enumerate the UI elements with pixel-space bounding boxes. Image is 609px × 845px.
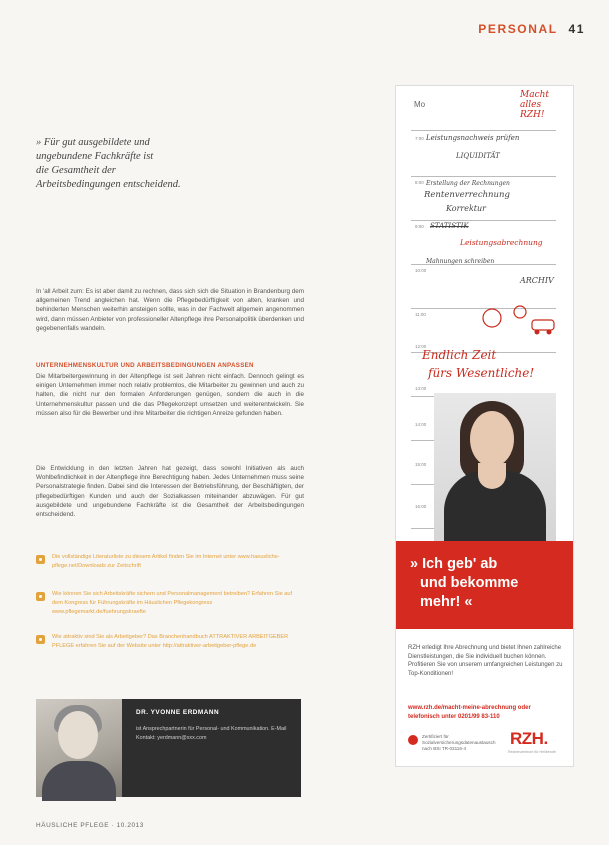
ad-copy: RZH erledigt Ihre Abrechnung und bietet Ihnen zahlreiche Dienstleistungen, die Sie individuell buchen können. Profitieren Sie von unserem umfangreichen Leistungen zu Top-Konditionen!: [408, 645, 563, 677]
pull-quote-line: » Für gut ausgebildete und: [36, 137, 150, 148]
pull-quote-line: die Gesamtheit der: [36, 165, 116, 176]
page-header: [478, 22, 585, 36]
handwritten-slogan: Endlich Zeit: [422, 348, 497, 362]
info-box-text: Die vollständige Literaturliste zu diesem Artikel finden Sie im Internet unter www.haeusliche-pflege.net/Downloads zur Zeitschrift: [52, 554, 280, 569]
time-label: 9:00: [415, 224, 424, 229]
time-label: 15:00: [415, 462, 427, 467]
handwritten-task: Erstellung der Rechnungen: [426, 180, 510, 187]
handwritten-task: LIQUIDITÄT: [456, 152, 500, 160]
info-icon: [36, 592, 45, 601]
ad-banner: [396, 541, 573, 629]
handwritten-task: ARCHIV: [520, 276, 554, 285]
section-label: PERSONAL: [478, 22, 558, 36]
info-icon: [36, 555, 45, 564]
author-role: ist Ansprechpartnerin für Personal- und Kommunikation. E-Mail Kontakt: yerdmann@xxx.com: [136, 726, 287, 741]
rzh-logo-subtitle: Rechenzentrum für Heilberufe: [508, 750, 556, 754]
section-heading: UNTERNEHMENSKULTUR UND ARBEITSBEDINGUNGEN ANPASSEN: [36, 362, 254, 369]
author-name: DR. YVONNE ERDMANN: [136, 709, 220, 716]
calendar-line: [411, 130, 556, 131]
banner-line: mehr! «: [420, 594, 473, 610]
info-box: [36, 553, 304, 571]
time-label: 16:00: [415, 504, 427, 509]
author-box: [36, 699, 301, 797]
doodle-icons: [480, 298, 560, 338]
info-box: [36, 633, 304, 651]
banner-line: und bekomme: [420, 575, 519, 591]
person-icon: [483, 309, 501, 327]
time-label: 14:00: [415, 422, 427, 427]
page-footer: HÄUSLICHE PFLEGE · 10.2013: [36, 822, 144, 829]
handwritten-slogan: fürs Wesentliche!: [428, 366, 535, 380]
info-icon: [36, 635, 45, 644]
handwritten-note: Macht alles RZH!: [520, 90, 550, 120]
pull-quote: [36, 136, 226, 192]
certification-icon: [408, 735, 418, 745]
article-intro: In 'all Arbeit zum: Es ist aber damit zu rechnen, dass sich sich die Situation in Brandenburg dem allgemeinen Trend angleichen hat. Wenn die Pflegebedürftigkeit von alten, kranken und behinderten Menschen weiterhin ansteigen sollte, was in der Fachwelt allgemein angenommen wird, dann müssen Anbieter von professioneller Altenpflege ihre Personalpolitik überdenken und gegebenenfalls wandeln.: [36, 288, 304, 332]
time-label: 10:00: [415, 268, 427, 273]
info-box-text: Wie können Sie sich Arbeitskräfte sichern und Personalmanagement betreiben? Erfahren Sie auf dem Kongress für Führungskräfte im Häuslichen Pflegekongress www.pflegemarkt.de/fuehrungskraefte: [52, 591, 293, 615]
pull-quote-line: Arbeitsbedingungen entscheidend.: [36, 179, 181, 190]
handwritten-task: Leistungsabrechnung: [460, 238, 543, 247]
article-paragraph: Die Entwicklung in den letzten Jahren hat gezeigt, dass sowohl Initiativen als auch Wohlbefindlichkeit in der Altenpflege ihre Berechtigung haben. Jedes Unternehmen muss seine Personalstrategie finden. Dabei sind die Interessen der Betriebsführung, der Beschäftigten, der pflegebedürftigen Kunden und auch der Sozialkassen miteinander abzuwägen. Für gut ausgebildete und ungebundene Fachkräfte ist die Gesamtheit der Arbeitsbedingungen entscheidend.: [36, 465, 304, 519]
time-label: 13:00: [415, 386, 427, 391]
ad-url[interactable]: www.rzh.de/macht-meine-abrechnung oder telefonisch unter 0201/99 83-110: [408, 705, 531, 720]
rzh-advertisement: [395, 85, 574, 767]
calendar-line: [411, 176, 556, 177]
page-number: 41: [568, 22, 585, 36]
time-label: 7:00: [415, 136, 424, 141]
calendar-line: [411, 220, 556, 221]
handwritten-task: STATISTIK: [430, 222, 469, 230]
time-label: 8:00: [415, 180, 424, 185]
info-box-text: Wie attraktiv sind Sie als Arbeitgeber? Das Branchenhandbuch ATTRAKTIVER ARBEITGEBER PFLEGE erfahren Sie auf der Website unter http://attraktiver-arbeitgeber-pflege.de: [52, 634, 289, 649]
ad-certification: Zertifiziert für Sozialversicherungsdatenaustausch nach BSI TR-03116-4: [422, 734, 496, 752]
handwritten-task: Rentenverrechnung: [424, 190, 510, 200]
rzh-logo: RZH.: [510, 729, 548, 748]
car-icon: [532, 320, 554, 330]
time-label: 11:00: [415, 312, 426, 317]
handwritten-task: Leistungsnachweis prüfen: [426, 134, 520, 142]
info-box: [36, 590, 304, 616]
house-icon: [514, 306, 526, 318]
pull-quote-line: ungebundene Fachkräfte ist: [36, 151, 154, 162]
ad-photo: [434, 393, 556, 543]
author-photo: [36, 699, 122, 797]
banner-line: » Ich geb' ab: [410, 556, 498, 572]
calendar-day-label: Mo: [414, 100, 426, 109]
time-label: 12:00: [415, 344, 427, 349]
article-paragraph: Die Mitarbeitergewinnung in der Altenpflege ist seit Jahren nicht einfach. Dennoch gelingt es einigen Unternehmen immer noch relativ problemlos, die Mitarbeiter zu gewinnen und auch zu halten, die nicht nur den formalen Anforderungen genügen, sondern die auch in die Unternehmenskultur passen und die das Pflegekonzept umsetzen und weiterentwickeln. Sie müssen also für die Bewerber und ihre Mitarbeiter die richtigen Anreize gefunden haben.: [36, 373, 304, 417]
handwritten-task: Korrektur: [446, 204, 486, 213]
handwritten-task: Mahnungen schreiben: [426, 258, 495, 265]
